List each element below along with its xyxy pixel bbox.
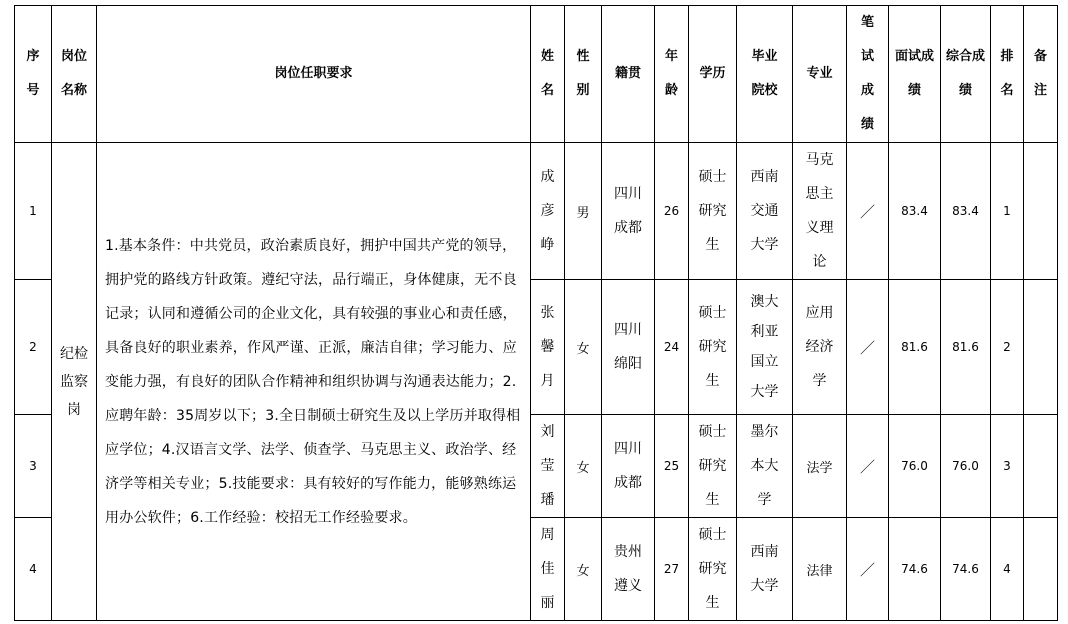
origin-cell: 四川成都 <box>602 415 655 518</box>
major-cell: 法学 <box>793 415 847 518</box>
education-cell: 硕士研究生 <box>689 518 737 621</box>
header-seq: 序号 <box>15 6 52 143</box>
gender-cell: 女 <box>565 415 602 518</box>
interview-cell: 81.6 <box>889 280 941 415</box>
seq-cell: 1 <box>15 143 52 280</box>
interview-cell: 74.6 <box>889 518 941 621</box>
header-gender: 性别 <box>565 6 602 143</box>
header-written: 笔试成绩 <box>847 6 889 143</box>
remark-cell <box>1024 415 1058 518</box>
seq-cell: 3 <box>15 415 52 518</box>
education-cell: 硕士研究生 <box>689 415 737 518</box>
recruitment-results-table <box>14 5 1058 621</box>
remark-cell <box>1024 143 1058 280</box>
written-cell: ／ <box>847 518 889 621</box>
written-cell: ／ <box>847 143 889 280</box>
major-cell: 马克思主义理论 <box>793 143 847 280</box>
rank-cell: 2 <box>991 280 1024 415</box>
header-total: 综合成绩 <box>941 6 991 143</box>
total-cell: 76.0 <box>941 415 991 518</box>
seq-cell: 2 <box>15 280 52 415</box>
header-rank: 排名 <box>991 6 1024 143</box>
header-remark: 备注 <box>1024 6 1058 143</box>
name-cell: 刘莹璠 <box>531 415 565 518</box>
written-cell: ／ <box>847 280 889 415</box>
table-row <box>15 143 1058 280</box>
origin-cell: 四川成都 <box>602 143 655 280</box>
school-cell: 西南交通大学 <box>737 143 793 280</box>
written-cell: ／ <box>847 415 889 518</box>
remark-cell <box>1024 280 1058 415</box>
rank-cell: 4 <box>991 518 1024 621</box>
major-cell: 法律 <box>793 518 847 621</box>
post-name-cell: 纪检监察岗 <box>52 143 97 621</box>
header-name: 姓名 <box>531 6 565 143</box>
total-cell: 83.4 <box>941 143 991 280</box>
school-cell: 西南大学 <box>737 518 793 621</box>
gender-cell: 女 <box>565 518 602 621</box>
header-origin: 籍贯 <box>602 6 655 143</box>
total-cell: 74.6 <box>941 518 991 621</box>
header-major: 专业 <box>793 6 847 143</box>
header-age: 年龄 <box>655 6 689 143</box>
header-school: 毕业院校 <box>737 6 793 143</box>
education-cell: 硕士研究生 <box>689 143 737 280</box>
age-cell: 27 <box>655 518 689 621</box>
origin-cell: 四川绵阳 <box>602 280 655 415</box>
name-cell: 张馨月 <box>531 280 565 415</box>
school-cell: 墨尔本大学 <box>737 415 793 518</box>
header-interview: 面试成绩 <box>889 6 941 143</box>
origin-cell: 贵州遵义 <box>602 518 655 621</box>
header-row <box>15 6 1058 143</box>
header-post: 岗位名称 <box>52 6 97 143</box>
interview-cell: 83.4 <box>889 143 941 280</box>
education-cell: 硕士研究生 <box>689 280 737 415</box>
remark-cell <box>1024 518 1058 621</box>
interview-cell: 76.0 <box>889 415 941 518</box>
rank-cell: 3 <box>991 415 1024 518</box>
major-cell: 应用经济学 <box>793 280 847 415</box>
name-cell: 周佳丽 <box>531 518 565 621</box>
header-education: 学历 <box>689 6 737 143</box>
school-cell: 澳大利亚国立大学 <box>737 280 793 415</box>
rank-cell: 1 <box>991 143 1024 280</box>
age-cell: 26 <box>655 143 689 280</box>
total-cell: 81.6 <box>941 280 991 415</box>
requirements-cell: 1.基本条件：中共党员，政治素质良好，拥护中国共产党的领导，拥护党的路线方针政策。遵纪守法，品行端正，身体健康，无不良记录；认同和遵循公司的企业文化，具有较强的事业心和责任感，具备良好的职业素养，作风严谨、正派，廉洁自律；学习能力、应变能力强，有良好的团队合作精神和组织协调与沟通表达能力；2.应聘年龄：35周岁以下；3.全日制硕士研究生及以上学历并取得相应学位；4.汉语言文学、法学、侦查学、马克思主义、政治学、经济学等相关专业；5.技能要求：具有较好的写作能力，能够熟练运用办公软件；6.工作经验：校招无工作经验要求。 <box>97 143 531 621</box>
gender-cell: 女 <box>565 280 602 415</box>
gender-cell: 男 <box>565 143 602 280</box>
age-cell: 25 <box>655 415 689 518</box>
header-requirements: 岗位任职要求 <box>97 6 531 143</box>
seq-cell: 4 <box>15 518 52 621</box>
age-cell: 24 <box>655 280 689 415</box>
name-cell: 成彦峥 <box>531 143 565 280</box>
